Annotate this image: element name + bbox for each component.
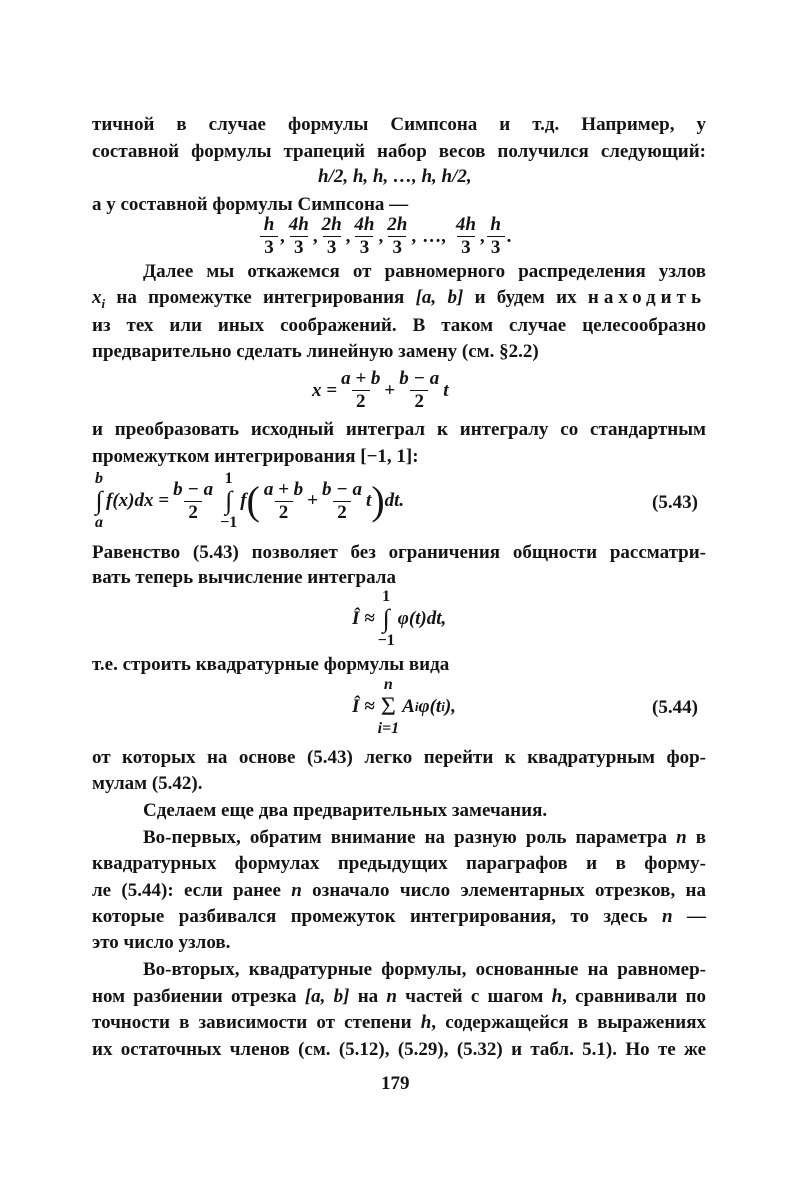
lower-limit: −1 xyxy=(220,514,238,531)
formula-integral xyxy=(352,588,446,650)
sum-sign: Σ xyxy=(380,692,396,721)
integral-sign: ∫ xyxy=(95,486,103,515)
function: f xyxy=(240,490,247,511)
interval: [a, b] xyxy=(415,287,464,308)
text-line: т.е. строить квадратурные формулы вида xyxy=(92,654,450,675)
denominator: 3 xyxy=(388,236,406,259)
weight: A xyxy=(402,696,415,717)
upper-limit: n xyxy=(383,676,393,693)
lower-limit: i=1 xyxy=(377,720,400,737)
text-line: составной формулы трапеций набор весов получился следующий: xyxy=(92,141,706,162)
text-line: и преобразовать исходный интеграл к интегралу со стандартным xyxy=(92,419,706,440)
text-line: предварительно сделать линейную замену (см. §2.2) xyxy=(92,341,539,362)
denominator: 2 xyxy=(333,501,351,524)
ellipsis: …, xyxy=(422,225,446,247)
text: ном разбиении отрезка xyxy=(92,986,305,1007)
var: n xyxy=(661,906,673,927)
lhs: Î ≈ xyxy=(352,608,375,629)
text: означало число элементарных отрезков, на xyxy=(301,880,706,901)
var-t: t xyxy=(366,490,372,511)
numerator: 4h xyxy=(455,214,476,235)
numerator: b − a xyxy=(173,478,214,500)
numerator: 4h xyxy=(354,214,375,235)
formula-5-44 xyxy=(352,676,456,738)
formula-substitution xyxy=(312,368,449,413)
sep: , xyxy=(479,225,485,247)
text: на xyxy=(349,986,387,1007)
sep: , xyxy=(378,225,384,247)
integral-sign: ∫ xyxy=(225,486,233,515)
upper-limit: 1 xyxy=(224,470,233,487)
text: частей с шагом xyxy=(397,986,552,1007)
numerator: a + b xyxy=(341,368,381,389)
equation-number: (5.43) xyxy=(652,492,698,513)
numerator: h xyxy=(263,214,275,235)
numerator: a + b xyxy=(263,478,304,500)
denominator: 2 xyxy=(275,501,293,524)
formula-trapezoid-weights: h/2, h, h, …, h, h/2, xyxy=(318,166,472,187)
text-line: Далее мы откажемся от равномерного распределения узлов xyxy=(143,261,706,282)
text-line xyxy=(143,825,706,851)
var: h xyxy=(551,986,563,1007)
sep: , xyxy=(345,225,351,247)
text-line: от которых на основе (5.43) легко перейти к квадратурным фор- xyxy=(92,747,706,768)
plus: + xyxy=(384,379,396,401)
lhs: x = xyxy=(312,379,338,401)
text-line: Во-вторых, квадратурные формулы, основанные на равномер- xyxy=(143,959,706,980)
integral-sign: ∫ xyxy=(382,604,390,633)
numerator: h xyxy=(490,214,501,235)
function: φ(t xyxy=(418,696,442,717)
var-t: t xyxy=(443,379,449,401)
denominator: 3 xyxy=(487,236,505,259)
var-sub: i xyxy=(101,295,106,311)
sub: i xyxy=(441,699,445,714)
text-line: мулам (5.42). xyxy=(92,773,203,794)
page-number: 179 xyxy=(381,1073,410,1094)
denominator: 3 xyxy=(355,236,373,259)
lower-limit: a xyxy=(95,514,103,531)
text: , сравнивали по xyxy=(562,986,707,1007)
text-line: промежутком интегрирования [−1, 1]: xyxy=(92,446,419,467)
formula-5-43 xyxy=(92,470,404,532)
differential: dt. xyxy=(384,490,405,511)
text: — xyxy=(672,906,706,927)
plus: + xyxy=(307,490,319,511)
denominator: 3 xyxy=(260,236,278,259)
var: n xyxy=(291,880,302,901)
lower-limit: −1 xyxy=(377,632,395,649)
var: n xyxy=(676,827,687,848)
interval: [a, b] xyxy=(304,986,350,1007)
numerator: 2h xyxy=(387,214,408,235)
text-line xyxy=(92,904,706,930)
spaced-word: находить xyxy=(587,287,706,308)
text-line: тичной в случае формулы Симпсона и т.д. Например, у xyxy=(92,114,706,135)
denominator: 3 xyxy=(290,236,308,259)
numerator: 4h xyxy=(288,214,309,235)
text-line xyxy=(92,984,706,1010)
integrand: f(x)dx = xyxy=(106,490,170,511)
end: ), xyxy=(444,696,456,717)
text-line: их остаточных членов (см. (5.12), (5.29), (5.32) и табл. 5.1). Но те же xyxy=(92,1039,706,1060)
text: которые разбивался промежуток интегрирования, то здесь xyxy=(92,906,662,927)
denominator: 3 xyxy=(457,236,475,259)
text-line: из тех или иных соображений. В таком случае целесообразно xyxy=(92,315,706,336)
lhs: Î ≈ xyxy=(352,696,375,717)
sep: , xyxy=(280,225,285,247)
text-line: вать теперь вычисление интеграла xyxy=(92,567,396,588)
text-line: квадратурных формулах предыдущих параграфов и в форму- xyxy=(92,853,706,874)
text-line: Сделаем еще два предварительных замечания. xyxy=(143,800,548,821)
denominator: 2 xyxy=(352,390,370,413)
numerator: 2h xyxy=(321,214,342,235)
upper-limit: b xyxy=(95,470,103,487)
text: в xyxy=(686,827,706,848)
text-line xyxy=(92,285,706,311)
upper-limit: 1 xyxy=(382,588,391,605)
denominator: 3 xyxy=(323,236,341,259)
integrand: φ(t)dt, xyxy=(397,608,447,629)
text: и будем их xyxy=(463,287,588,308)
text: ле (5.44): если ранее xyxy=(92,880,292,901)
text-line: это число узлов. xyxy=(92,932,231,953)
text-line: а у составной формулы Симпсона — xyxy=(92,194,409,215)
text-line: Равенство (5.43) позволяет без ограничения общности рассматри- xyxy=(92,542,706,563)
sep: , xyxy=(411,225,417,247)
denominator: 2 xyxy=(410,390,428,413)
text: на промежутке интегрирования xyxy=(105,287,416,308)
var: x xyxy=(92,287,102,308)
var: n xyxy=(386,986,397,1007)
text-line xyxy=(92,878,706,904)
sep: , xyxy=(312,225,318,247)
text: Во-первых, обратим внимание на разную роль параметра xyxy=(143,827,677,848)
text: , содержащейся в выражениях xyxy=(431,1012,706,1033)
var: h xyxy=(420,1012,432,1033)
sub: i xyxy=(414,699,419,714)
paren: ) xyxy=(371,478,385,523)
numerator: b − a xyxy=(399,368,440,389)
numerator: b − a xyxy=(322,478,363,500)
equation-number: (5.44) xyxy=(652,697,698,718)
paren: ( xyxy=(246,478,260,523)
text-line xyxy=(92,1010,706,1036)
text: точности в зависимости от степени xyxy=(92,1012,421,1033)
sep: . xyxy=(506,225,512,247)
formula-simpson-weights xyxy=(258,214,511,259)
denominator: 2 xyxy=(184,501,202,524)
